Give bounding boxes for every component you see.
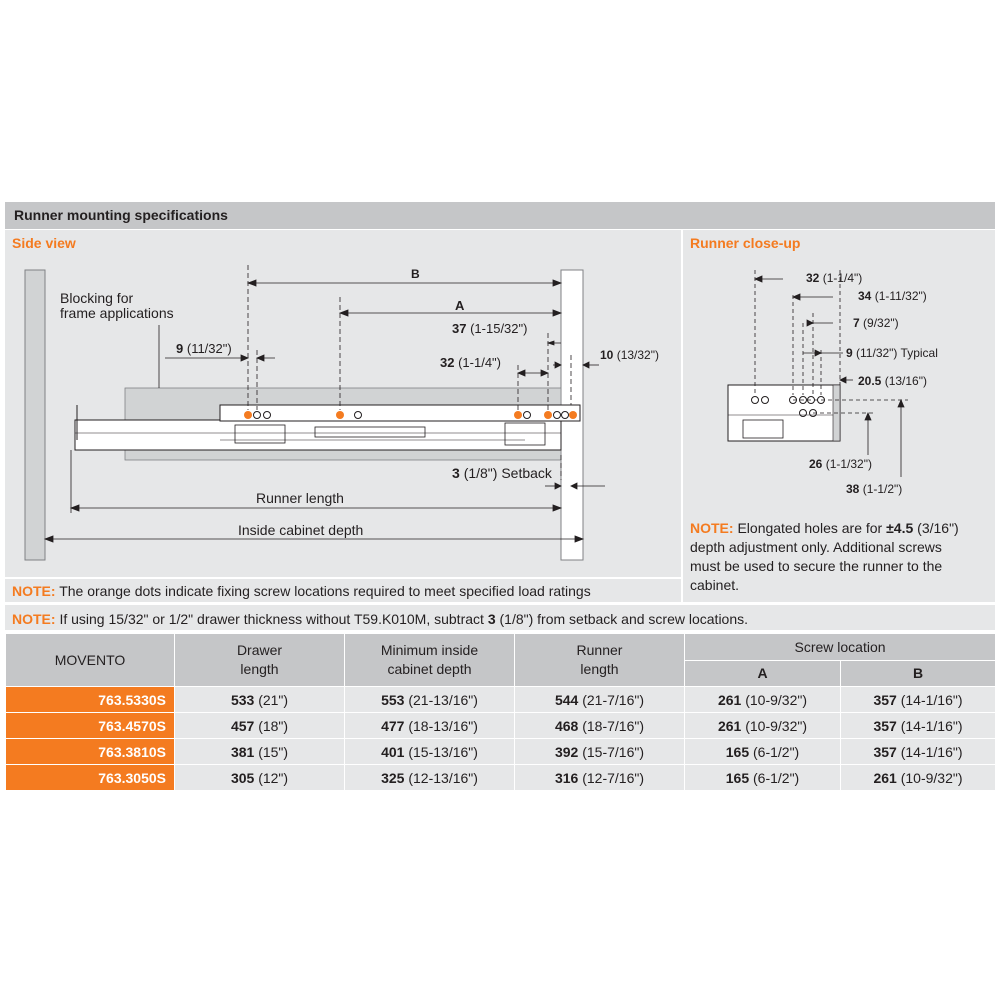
screw-b-inch: (10-9/32") bbox=[900, 769, 963, 786]
section-header bbox=[5, 202, 995, 229]
drawer-cell bbox=[175, 765, 345, 791]
dim-37-label bbox=[452, 321, 527, 336]
dim-10-label bbox=[600, 348, 659, 362]
closeup-note-inch: (3/16") bbox=[917, 520, 959, 536]
cu-38-label bbox=[846, 482, 902, 496]
screw-b-cell bbox=[841, 687, 996, 713]
min-value: 401 bbox=[381, 743, 405, 760]
min-inch: (18-13/16") bbox=[408, 717, 478, 734]
runner-value: 392 bbox=[554, 743, 579, 760]
closeup-note-line1 bbox=[690, 519, 985, 538]
side-view-title: Side view bbox=[12, 235, 76, 251]
runner-value: 468 bbox=[554, 717, 579, 734]
runner-value: 316 bbox=[554, 769, 579, 786]
table-header-row-1 bbox=[6, 634, 996, 661]
header-b: B bbox=[841, 660, 996, 687]
table-row bbox=[6, 713, 996, 739]
screw-b-value: 357 bbox=[873, 691, 897, 708]
runner-body bbox=[75, 420, 561, 450]
cu-34-value: 34 bbox=[858, 289, 872, 303]
dim-9-label bbox=[176, 341, 232, 356]
header-a: A bbox=[685, 660, 841, 687]
closeup-note-line3: must be used to secure the runner to the bbox=[690, 558, 943, 574]
min-depth-cell bbox=[345, 687, 515, 713]
screw-b-inch: (14-1/16") bbox=[900, 743, 963, 760]
model-cell: 763.3810S bbox=[6, 739, 175, 765]
closeup-note-line4: cabinet. bbox=[690, 577, 740, 593]
screw-a-cell bbox=[685, 687, 841, 713]
cu-32-value: 32 bbox=[806, 271, 820, 285]
blocking-label bbox=[60, 291, 174, 321]
model-cell: 763.4570S bbox=[6, 713, 175, 739]
dim-9-inch: (11/32") bbox=[186, 341, 232, 356]
table-row bbox=[6, 687, 996, 713]
screw-dot-a bbox=[336, 411, 344, 419]
screw-a-cell bbox=[685, 713, 841, 739]
blocking-label-line1: Blocking for bbox=[60, 290, 134, 306]
drawer-inch: (12") bbox=[258, 769, 289, 786]
dim-32-label bbox=[440, 355, 501, 370]
screw-b-cell bbox=[841, 713, 996, 739]
note-2 bbox=[12, 611, 748, 627]
setback-value: 3 bbox=[452, 465, 460, 481]
cu-9-label bbox=[846, 346, 938, 360]
min-value: 325 bbox=[381, 769, 405, 786]
cu-26-value: 26 bbox=[809, 457, 823, 471]
closeup-note-line2: depth adjustment only. Additional screws bbox=[690, 539, 942, 555]
screw-a-inch: (10-9/32") bbox=[745, 691, 808, 708]
screw-dot-32 bbox=[514, 411, 522, 419]
min-inch: (12-13/16") bbox=[408, 769, 478, 786]
header-min-depth bbox=[345, 634, 515, 687]
screw-a-inch: (6-1/2") bbox=[753, 743, 800, 760]
screw-dot-front bbox=[569, 411, 577, 419]
note-1-text: The orange dots indicate fixing screw locations required to meet specified load ratings bbox=[59, 583, 591, 599]
min-depth-cell bbox=[345, 713, 515, 739]
cu-26-inch: (1-1/32") bbox=[825, 457, 872, 471]
cu-38-inch: (1-1/2") bbox=[862, 482, 903, 496]
runner-length-label: Runner length bbox=[256, 490, 344, 506]
note-2-text-c: (1/8") from setback and screw locations. bbox=[499, 611, 749, 627]
header-runner-2: length bbox=[580, 661, 619, 677]
cu-7-label bbox=[853, 316, 899, 330]
drawer-value: 457 bbox=[230, 717, 255, 734]
screw-a-value: 165 bbox=[725, 769, 750, 786]
dim-32-inch: (1-1/4") bbox=[458, 355, 501, 370]
screw-a-inch: (6-1/2") bbox=[753, 769, 800, 786]
closeup-note bbox=[690, 519, 985, 595]
closeup-title: Runner close-up bbox=[690, 235, 801, 251]
screw-b-value: 357 bbox=[873, 743, 897, 760]
dim-37-inch: (1-15/32") bbox=[470, 321, 528, 336]
screw-a-cell bbox=[685, 739, 841, 765]
screw-b-inch: (14-1/16") bbox=[900, 717, 963, 734]
cu-20-inch: (13/16") bbox=[884, 374, 927, 388]
cu-26-label bbox=[809, 457, 872, 471]
drawer-inch: (18") bbox=[258, 717, 289, 734]
screw-a-cell bbox=[685, 765, 841, 791]
blocking-label-line2: frame applications bbox=[60, 305, 174, 321]
min-inch: (15-13/16") bbox=[408, 743, 478, 760]
drawer-cell bbox=[175, 713, 345, 739]
drawer-inch: (15") bbox=[258, 743, 289, 760]
screw-a-value: 261 bbox=[717, 717, 742, 734]
note-2-label: NOTE: bbox=[12, 611, 56, 627]
cu-32-inch: (1-1/4") bbox=[822, 271, 863, 285]
runner-inch: (18-7/16") bbox=[582, 717, 645, 734]
note-2-text-a: If using 15/32" or 1/2" drawer thickness without T59.K010M, subtract bbox=[59, 611, 484, 627]
header-min-1: Minimum inside bbox=[380, 642, 479, 658]
header-product: MOVENTO bbox=[6, 634, 175, 687]
runner-inch: (15-7/16") bbox=[582, 743, 645, 760]
cu-34-label bbox=[858, 289, 927, 303]
dim-a-label: A bbox=[455, 298, 465, 313]
header-runner-1: Runner bbox=[576, 642, 623, 658]
drawer-cell bbox=[175, 687, 345, 713]
cu-9-inch: (11/32") Typical bbox=[856, 346, 938, 360]
screw-a-value: 165 bbox=[725, 743, 750, 760]
note-2-value: 3 bbox=[487, 611, 496, 627]
cu-7-inch: (9/32") bbox=[863, 316, 899, 330]
min-depth-cell bbox=[345, 765, 515, 791]
drawer-value: 533 bbox=[230, 691, 255, 708]
cu-7-value: 7 bbox=[853, 316, 860, 330]
runner-cell bbox=[515, 713, 685, 739]
dim-10-inch: (13/32") bbox=[616, 348, 659, 362]
screw-a-value: 261 bbox=[717, 691, 742, 708]
screw-b-cell bbox=[841, 739, 996, 765]
min-value: 553 bbox=[381, 691, 405, 708]
screw-dot-37 bbox=[544, 411, 552, 419]
cu-20-value: 20.5 bbox=[858, 374, 882, 388]
runner-cell bbox=[515, 687, 685, 713]
screw-dot-b bbox=[244, 411, 252, 419]
header-runner-length bbox=[515, 634, 685, 687]
min-inch: (21-13/16") bbox=[408, 691, 478, 708]
cu-9-value: 9 bbox=[846, 346, 853, 360]
runner-cell bbox=[515, 739, 685, 765]
min-depth-cell bbox=[345, 739, 515, 765]
dim-37-value: 37 bbox=[452, 321, 467, 336]
spec-table bbox=[5, 633, 996, 791]
runner-inch: (12-7/16") bbox=[582, 769, 645, 786]
setback-text: (1/8") Setback bbox=[463, 465, 552, 481]
runner-inch: (21-7/16") bbox=[582, 691, 645, 708]
inside-depth-label: Inside cabinet depth bbox=[238, 522, 364, 538]
drawer-value: 305 bbox=[230, 769, 255, 786]
drawer-inch: (21") bbox=[258, 691, 289, 708]
drawer-value: 381 bbox=[230, 743, 255, 760]
header-drawer-2: length bbox=[240, 661, 279, 677]
closeup-note-text1: Elongated holes are for bbox=[737, 520, 883, 536]
setback-label bbox=[452, 465, 552, 481]
min-value: 477 bbox=[381, 717, 405, 734]
left-cabinet-wall bbox=[25, 270, 45, 560]
note-1-label: NOTE: bbox=[12, 583, 56, 599]
closeup-note-value: ±4.5 bbox=[886, 520, 914, 536]
dim-9-value: 9 bbox=[176, 341, 184, 356]
dim-32-value: 32 bbox=[440, 355, 455, 370]
note-1 bbox=[12, 583, 591, 599]
runner-cell bbox=[515, 765, 685, 791]
dim-b-label: B bbox=[411, 267, 420, 281]
table-row bbox=[6, 739, 996, 765]
header-drawer-1: Drawer bbox=[236, 642, 283, 658]
screw-b-value: 261 bbox=[873, 769, 897, 786]
table-row bbox=[6, 765, 996, 791]
header-min-2: cabinet depth bbox=[387, 661, 472, 677]
screw-b-inch: (14-1/16") bbox=[900, 691, 963, 708]
dim-10-value: 10 bbox=[600, 348, 614, 362]
model-cell: 763.3050S bbox=[6, 765, 175, 791]
model-cell: 763.5330S bbox=[6, 687, 175, 713]
drawer-cell bbox=[175, 739, 345, 765]
cu-34-inch: (1-11/32") bbox=[874, 289, 927, 303]
section-title: Runner mounting specifications bbox=[14, 207, 228, 223]
screw-a-inch: (10-9/32") bbox=[745, 717, 808, 734]
cu-20-label bbox=[858, 374, 927, 388]
header-drawer-length bbox=[175, 634, 345, 687]
cu-32-label bbox=[806, 271, 862, 285]
closeup-note-label: NOTE: bbox=[690, 520, 734, 536]
screw-b-cell bbox=[841, 765, 996, 791]
runner-value: 544 bbox=[554, 691, 579, 708]
header-screw-location: Screw location bbox=[685, 634, 996, 661]
screw-b-value: 357 bbox=[873, 717, 897, 734]
cu-38-value: 38 bbox=[846, 482, 860, 496]
